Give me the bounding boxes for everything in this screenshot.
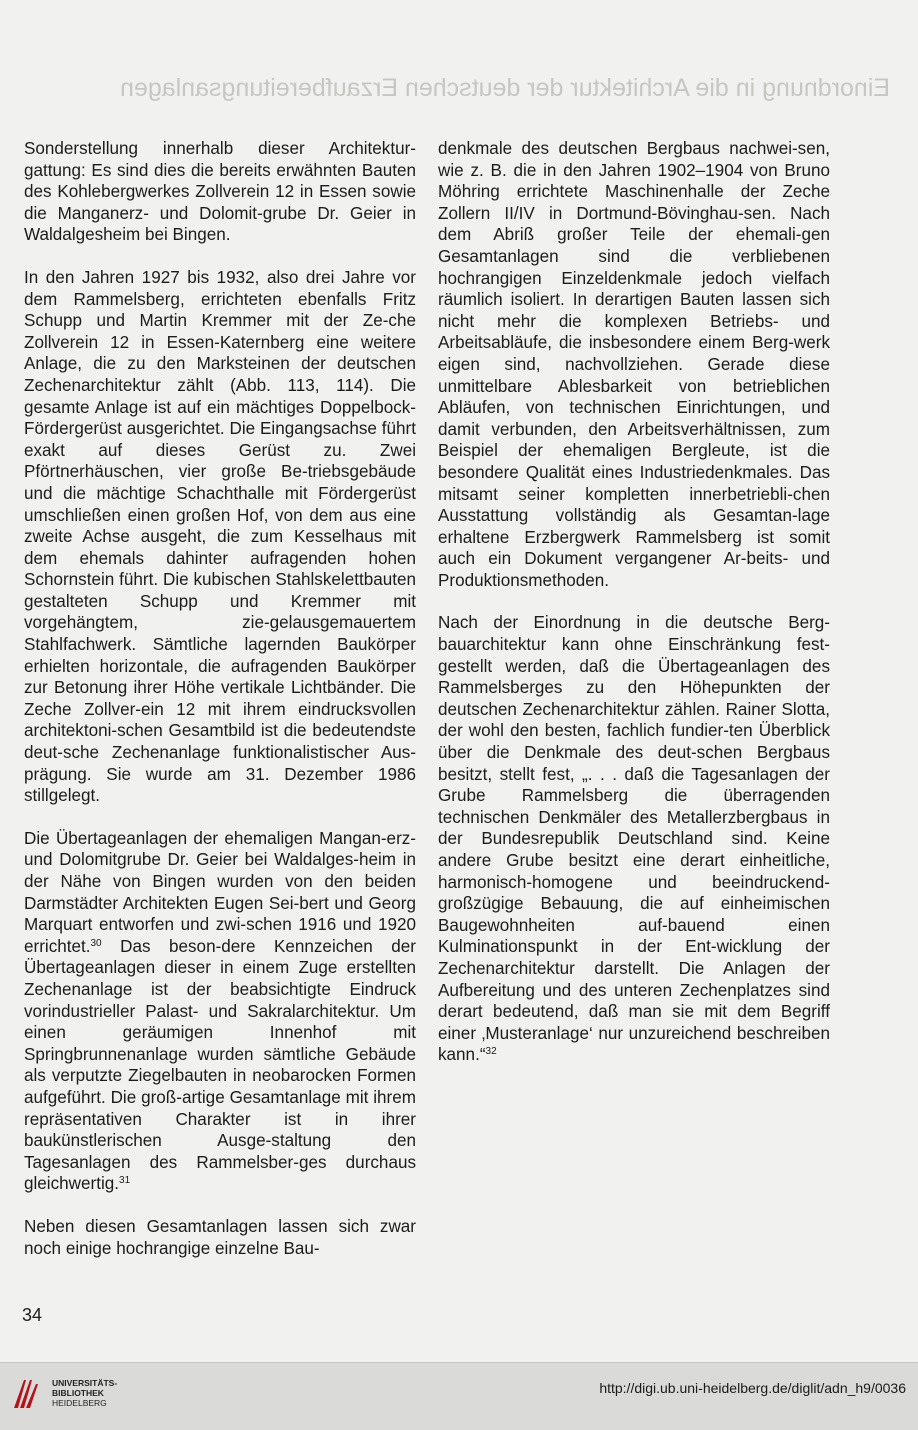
library-logo-icon[interactable]: [10, 1374, 40, 1410]
paragraph: Sonderstellung innerhalb dieser Architektur-gattung: Es sind dies die bereits erwähnten Bauten des Kohlebergwerkes Zollverein 12 in Essen sowie die Manganerz- und Dolomit-grube Dr. Geier in Waldalgesheim bei Bingen.: [24, 139, 416, 245]
bleed-through-header: Einordnung in die Architektur der deutschen Erzaufbereitungsanlagen: [120, 74, 890, 102]
paragraph-text: Nach der Einordnung in die deutsche Berg-bauarchitektur kann ohne Einschränkung fest-gestellt werden, daß die Übertageanlagen des Rammelsberges zu den Höhepunkten der deutschen Zechenarchitektur zählen. Rainer Slotta, der wohl den besten, fachlich fundier-ten Überblick über die Denkmale des deut-schen Bergbaus besitzt, stellt fest, „. . . daß die Tagesanlagen der Grube Rammelsberg die überragenden technischen Denkmäler des Metallerzbergbaus in der Bundesrepublik Deutschland sind. Keine andere Grube besitzt eine derart einheitliche, harmonisch-homogene und beeindruckend-großzügige Bebauung, die auf einheimischen Baugewohnheiten auf-bauend einen Kulminationspunkt in der Ent-wicklung der Zechenarchitektur darstellt. Die Anlagen der Aufbereitung und des unteren Zechenplatzes sind derart bedeutend, daß man sie mit dem Begriff einer ‚Musteranlage‘ nur unzureichend beschreiben kann.“: [438, 613, 830, 1065]
footnote-ref[interactable]: 32: [485, 1046, 497, 1058]
footnote-ref[interactable]: 30: [90, 937, 102, 949]
page-number: 34: [22, 1305, 43, 1325]
footer-bar: [0, 1362, 918, 1430]
right-column: [438, 138, 830, 1087]
paragraph: [438, 612, 830, 1065]
library-name-line: HEIDELBERG: [52, 1398, 107, 1408]
library-name[interactable]: [52, 1378, 117, 1408]
library-name-line: UNIVERSITÄTS-: [52, 1378, 118, 1388]
paragraph-text: Die Übertageanlagen der ehemaligen Mangan-erz- und Dolomitgrube Dr. Geier bei Waldalges-heim in der Nähe von Bingen wurden von den beiden Darmstädter Architekten Eugen Sei-bert und Georg Marquart entworfen und zwi-schen 1916 und 1920 errichtet.: [24, 828, 416, 956]
paragraph: In den Jahren 1927 bis 1932, also drei Jahre vor dem Rammelsberg, errichteten ebenfalls Fritz Schupp und Martin Kremmer mit der Ze-che Zollverein 12 in Essen-Katernberg eine weitere Anlage, die zu den Marksteinen der deutschen Zechenarchitektur zählt (Abb. 113, 114). Die gesamte Anlage ist auf ein mächtiges Doppelbock-Fördergerüst ausgerichtet. Die Eingangsachse führt exakt auf dieses Gerüst zu. Zwei Pförtnerhäuschen, vier große Be-triebsgebäude und die mächtige Schachthalle mit Fördergerüst umschließen einen großen Hof, von dem aus eine zweite Achse ausgeht, die zum Kesselhaus mit dem ehemals dahinter aufragenden hohen Schornstein führt. Die kubischen Stahlskelettbauten gestalteten Schupp und Kremmer mit vorgehängtem, zie-gelausgemauertem Stahlfachwerk. Sämtliche lagernden Baukörper erhielten horizontale, die aufragenden Baukörper zur Betonung ihrer Höhe vertikale Lichtbänder. Die Zeche Zollver-ein 12 mit ihrem eindrucksvollen architektoni-schen Gesamtbild ist die bedeutendste deut-sche Zechenanlage funktionalistischer Aus-prägung. Sie wurde am 31. Dezember 1986 stillgelegt.: [24, 267, 416, 806]
library-name-line: BIBLIOTHEK: [52, 1388, 104, 1398]
paragraph: Neben diesen Gesamtanlagen lassen sich zwar noch einige hochrangige einzelne Bau-: [24, 1216, 416, 1258]
source-url-link[interactable]: http://digi.ub.uni-heidelberg.de/diglit/adn_h9/0036: [599, 1380, 906, 1396]
paragraph-text: Das beson-dere Kennzeichen der Übertageanlagen dieser in einem Zuge erstellten Zechenanlage ist der beabsichtigte Eindruck vorindustrieller Palast- und Sakralarchitektur. Um einen geräumigen Innenhof mit Springbrunnenanlage wurden sämtliche Gebäude als verputzte Ziegelbauten in neobarocken Formen aufgeführt. Die groß-artige Gesamtanlage mit ihrem repräsentativen Charakter ist in ihrer baukünstlerischen Ausge-staltung den Tagesanlagen des Rammelsber-ges durchaus gleichwertig.: [24, 936, 416, 1194]
paragraph: [24, 828, 416, 1195]
footnote-ref[interactable]: 31: [119, 1175, 131, 1187]
paragraph: denkmale des deutschen Bergbaus nachwei-sen, wie z. B. die in den Jahren 1902–1904 von Bruno Möhring errichtete Maschinenhalle der Zeche Zollern II/IV in Dortmund-Bövinghau-sen. Nach dem Abriß großer Teile der ehemali-gen Gesamtanlagen sind die verbliebenen hochrangigen Einzeldenkmale jedoch vielfach räumlich isoliert. In derartigen Bauten lassen sich nicht mehr die komplexen Betriebs- und Arbeitsabläufe, die insbesondere einem Berg-werk eigen sind, nachvollziehen. Gerade diese unmittelbare Ablesbarkeit von betrieblichen Abläufen, von technischen Einrichtungen, und damit verbunden, den Arbeitsverhältnissen, zum Beispiel der ehemaligen Bergleute, ist die besondere Qualität eines Industriedenkmales. Das mitsamt seiner kompletten innerbetriebli-chen Ausstattung vollständig als Gesamtan-lage erhaltene Erzbergwerk Rammelsberg ist somit auch ein Dokument vergangener Ar-beits- und Produktionsmethoden.: [438, 139, 830, 590]
left-column: [24, 138, 416, 1280]
